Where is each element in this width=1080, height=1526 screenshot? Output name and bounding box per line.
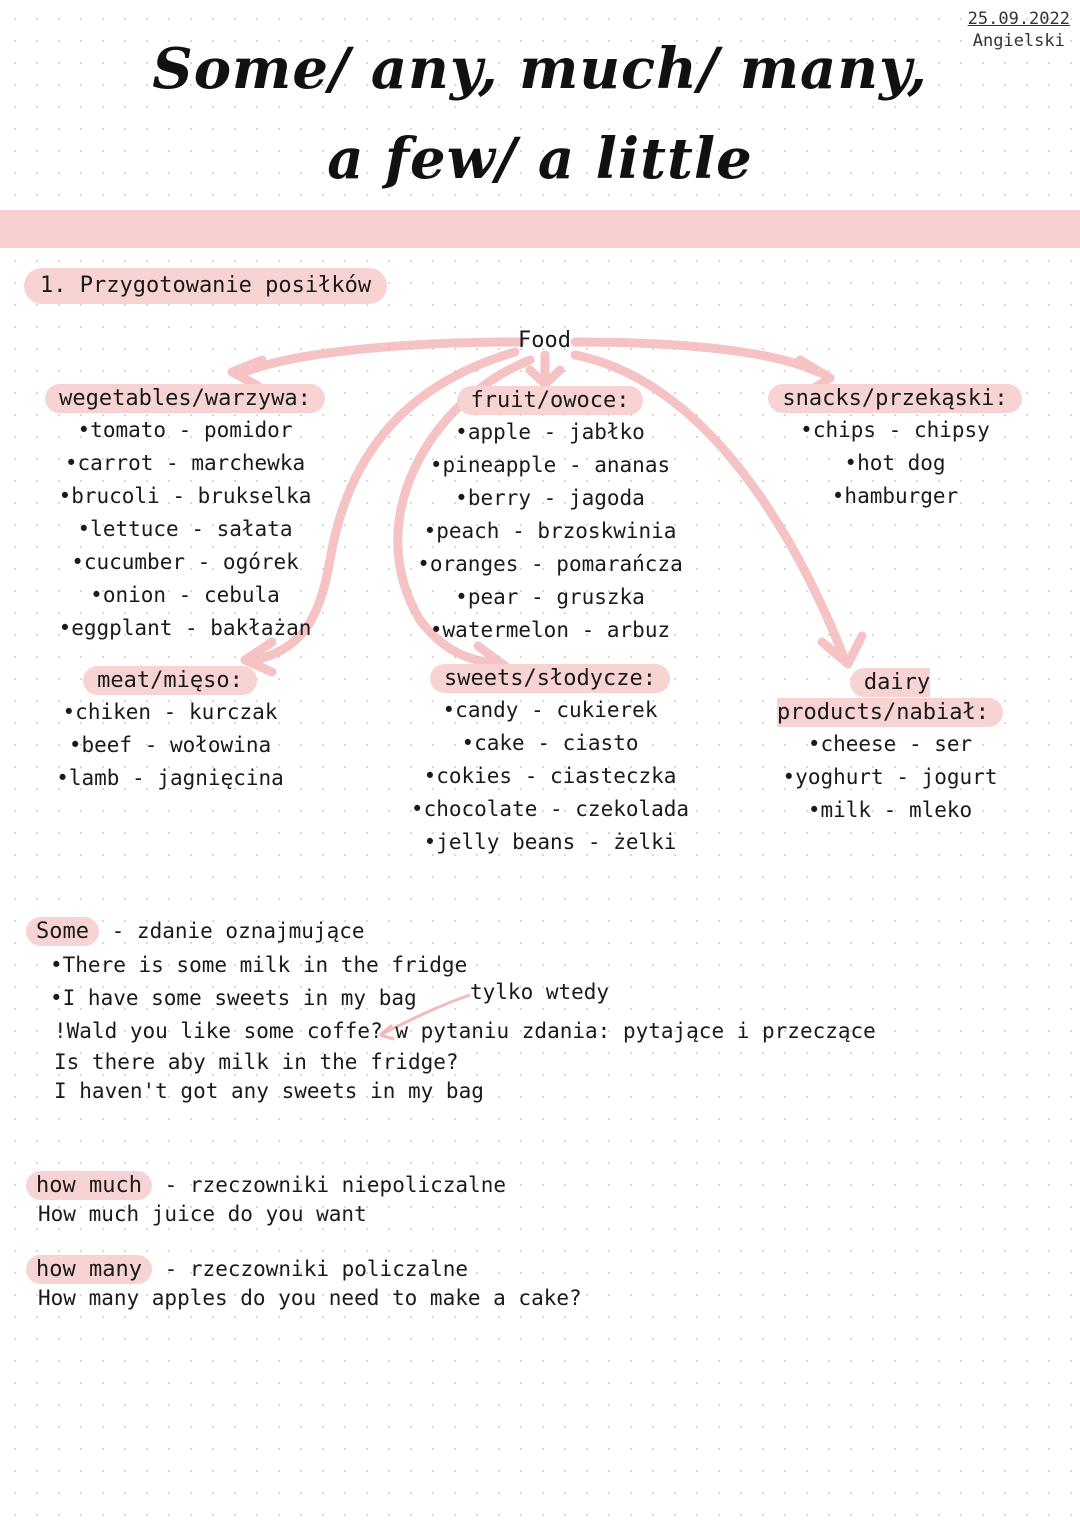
fruit-group — [400, 386, 700, 647]
list-item: •pineapple - ananas — [429, 453, 671, 477]
how-much-description: - rzeczowniki niepoliczalne — [164, 1173, 506, 1197]
list-item: •jelly beans - żelki — [423, 830, 677, 854]
sweets-title: sweets/słodycze: — [430, 664, 670, 693]
how-much-example: How much juice do you want — [38, 1202, 367, 1226]
some-note: tylko wtedy — [470, 980, 610, 1004]
dairy-group — [735, 668, 1045, 827]
title-line-2: a few/ a little — [327, 126, 753, 192]
subject: Angielski — [972, 31, 1065, 51]
some-example-4: Is there aby milk in the fridge? — [54, 1050, 459, 1074]
list-item: •beef - wołowina — [68, 733, 272, 757]
list-item: •apple - jabłko — [455, 420, 645, 444]
list-item: •yoghurt - jogurt — [782, 765, 998, 789]
how-many-description: - rzeczowniki policzalne — [164, 1257, 469, 1281]
some-label: Some — [26, 917, 99, 946]
how-much-label: how much — [26, 1171, 152, 1200]
list-item: •eggplant - bakłażan — [58, 616, 312, 640]
list-item: •chips - chipsy — [800, 418, 990, 442]
list-item: •pear - gruszka — [455, 585, 645, 609]
date: 25.09.2022 — [967, 9, 1070, 29]
title-line-1: Some/ any, much/ many, — [152, 36, 928, 102]
list-item: •hamburger — [831, 484, 959, 508]
list-item: •onion - cebula — [90, 583, 280, 607]
vegetables-title: wegetables/warzywa: — [45, 384, 325, 413]
some-example-2: •I have some sweets in my bag — [50, 986, 417, 1010]
fruit-title: fruit/owoce: — [457, 386, 644, 415]
section-heading: 1. Przygotowanie posiłków — [24, 268, 387, 304]
list-item: •berry - jagoda — [455, 486, 645, 510]
list-item: •chiken - kurczak — [62, 700, 278, 724]
list-item: •cokies - ciasteczka — [423, 764, 677, 788]
how-many-row — [26, 1254, 468, 1285]
how-many-example: How many apples do you need to make a cake? — [38, 1286, 582, 1310]
list-item: •oranges - pomarańcza — [417, 552, 683, 576]
some-description: - zdanie oznajmujące — [111, 919, 365, 943]
some-example-3: !Wald you like some coffe? w pytaniu zdania: pytające i przeczące — [54, 1019, 876, 1043]
meat-title: meat/mięso: — [83, 666, 257, 695]
list-item: •cake - ciasto — [461, 731, 639, 755]
list-item: •brucoli - brukselka — [58, 484, 312, 508]
snacks-group — [760, 384, 1030, 513]
food-root: Food — [518, 328, 571, 353]
vegetables-group — [40, 384, 330, 645]
list-item: •carrot - marchewka — [64, 451, 306, 475]
some-example-5: I haven't got any sweets in my bag — [54, 1079, 484, 1103]
sweets-group — [400, 664, 700, 859]
snacks-title: snacks/przekąski: — [768, 384, 1021, 413]
some-heading-row — [26, 916, 365, 947]
list-item: •peach - brzoskwinia — [423, 519, 677, 543]
meat-group — [40, 666, 300, 795]
some-example-1: •There is some milk in the fridge — [50, 953, 468, 977]
list-item: •lamb - jagnięcina — [56, 766, 284, 790]
how-many-label: how many — [26, 1255, 152, 1284]
how-much-row — [26, 1170, 506, 1201]
list-item: •tomato - pomidor — [77, 418, 293, 442]
list-item: •cucumber - ogórek — [71, 550, 299, 574]
list-item: •watermelon - arbuz — [429, 618, 671, 642]
list-item: •candy - cukierek — [442, 698, 658, 722]
dairy-title: dairy products/nabiał: — [777, 668, 1003, 727]
list-item: •hot dog — [844, 451, 946, 475]
list-item: •cheese - ser — [807, 732, 973, 756]
list-item: •chocolate - czekolada — [410, 797, 690, 821]
list-item: •milk - mleko — [807, 798, 973, 822]
list-item: •lettuce - sałata — [77, 517, 293, 541]
